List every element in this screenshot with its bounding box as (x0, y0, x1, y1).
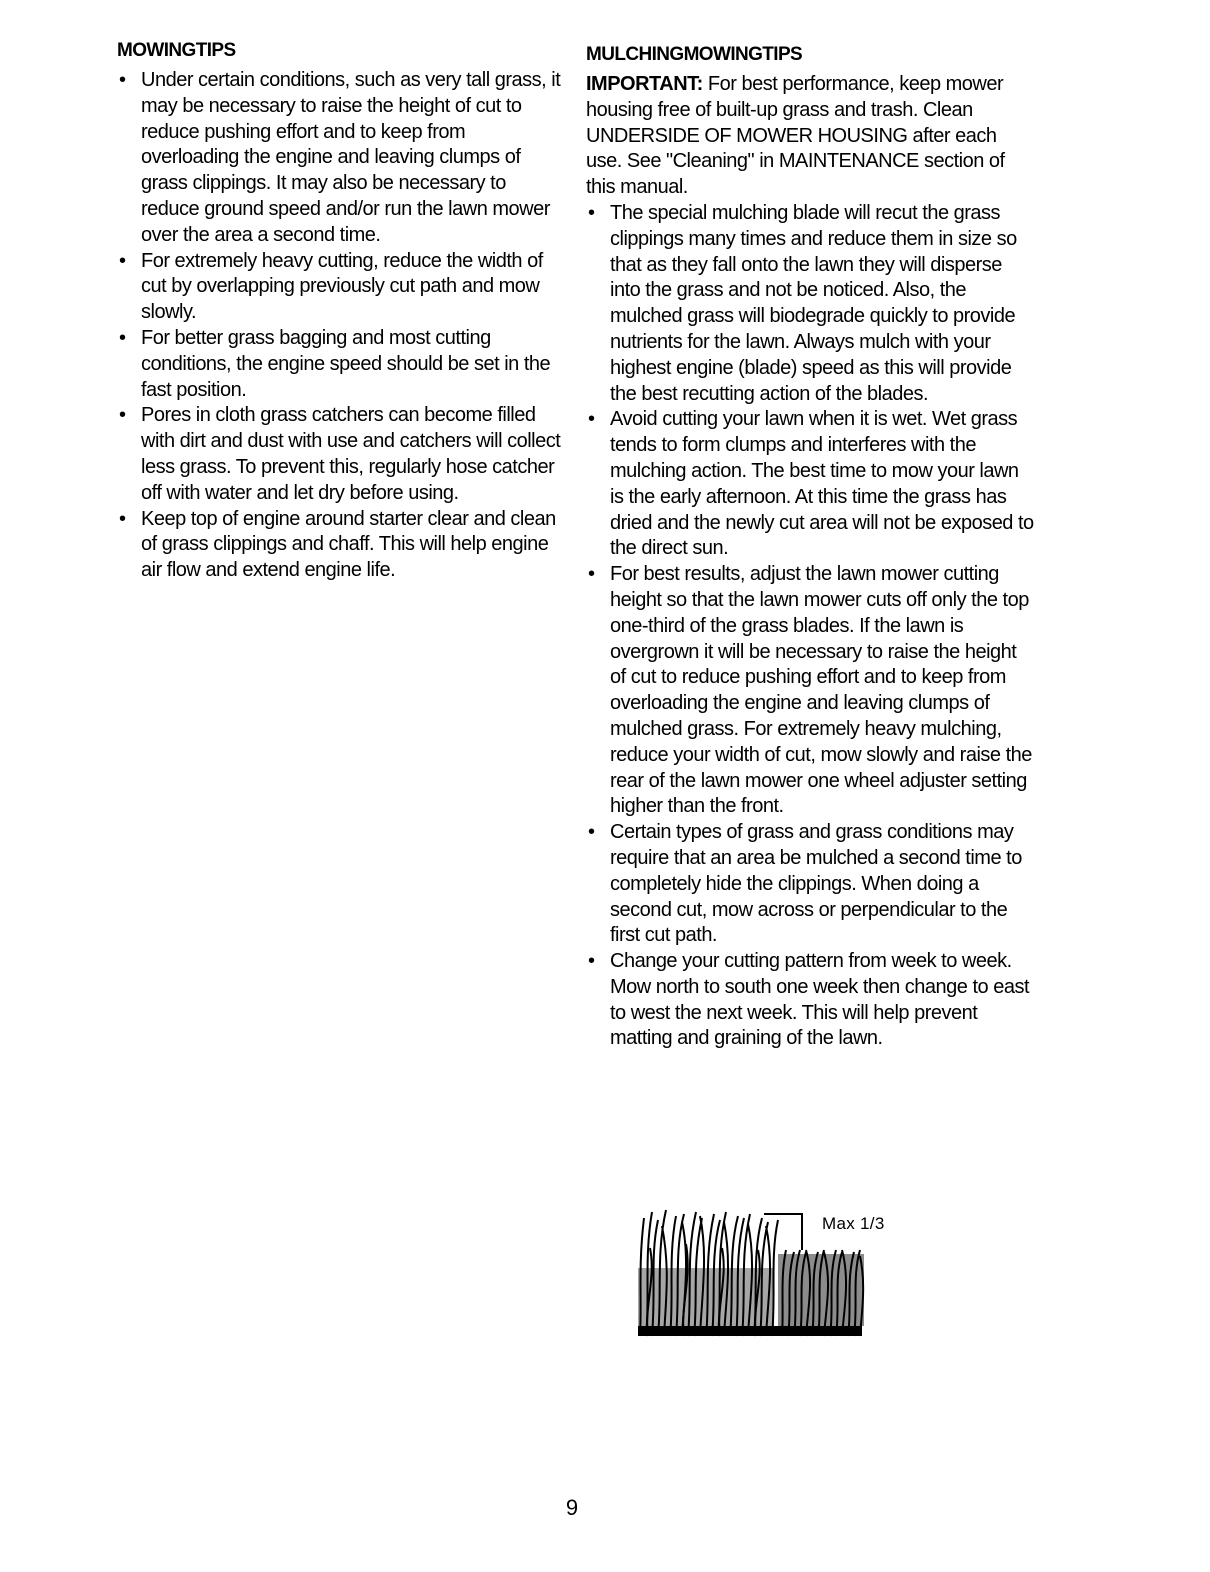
important-label: IMPORTANT: (586, 73, 703, 95)
bullet-icon: • (119, 249, 126, 272)
max-cut-label: Max 1/3 (822, 1214, 885, 1233)
list-item: • Certain types of grass and grass conditions may require that an area be mulched a second time to completely hide the clippings. When doing a second cut, mow across or perpendicular to the first cut path. (588, 821, 1022, 947)
mowing-tips-heading: MOWINGTIPS (117, 40, 236, 61)
grass-shading (638, 1268, 774, 1326)
list-item: • For extremely heavy cutting, reduce the width of cut by overlapping previously cut path and mow slowly. (119, 249, 543, 324)
list-item: • For better grass bagging and most cutting conditions, the engine speed should be set in the fast position. (119, 326, 551, 401)
ground-strip (638, 1326, 862, 1336)
important-text: For best performance, keep mower housing free of built-up grass and trash. Clean UNDERSIDE OF MOWER HOUSING after each use. See "Cleaning" in MAINTENANCE section of this manual. (586, 73, 1005, 199)
list-item: • For best results, adjust the lawn mower cutting height so that the lawn mower cuts off only the top one-third of the grass blades. If the lawn is overgrown it will be necessary to raise the height of cut to reduce pushing effort and to keep from overloading the engine and leaving clumps of mulched grass. For extremely heavy mulching, reduce your width of cut, mow slowly and raise the rear of the lawn mower one wheel adjuster setting higher than the front. (588, 563, 1032, 818)
page-number: 9 (565, 1495, 579, 1520)
list-item: • Avoid cutting your lawn when it is wet. Wet grass tends to form clumps and interferes with the mulching action. The best time to mow your lawn is the early afternoon. At this time the grass has dried and the newly cut area will not be exposed to the direct sun. (588, 408, 1034, 560)
mulching-tips-heading: MULCHINGMOWINGTIPS (586, 44, 803, 65)
list-item: • Change your cutting pattern from week to week. Mow north to south one week then change to east to west the next week. This will help prevent matting and graining of the lawn. (588, 950, 1030, 1050)
list-item: • Keep top of engine around starter clear and clean of grass clippings and chaff. This will help engine air flow and extend engine life. (119, 507, 556, 582)
bullet-icon: • (119, 507, 126, 530)
bullet-icon: • (588, 821, 595, 844)
mulching-tips-section (586, 44, 1036, 1052)
bullet-icon: • (119, 404, 126, 427)
list-item: • Pores in cloth grass catchers can become filled with dirt and dust with use and catchers will collect less grass. To prevent this, regularly hose catcher off with water and let dry before using. (119, 404, 561, 504)
bullet-icon: • (588, 950, 595, 973)
bullet-icon: • (588, 408, 595, 431)
bullet-icon: • (119, 326, 126, 349)
mowing-tips-section (117, 40, 567, 584)
list-item: • The special mulching blade will recut the grass clippings many times and reduce them in size so that as they fall onto the lawn they will disperse into the grass and not be noticed. Also, the mulched grass will biodegrade quickly to provide nutrients for the lawn. Always mulch with your highest engine (blade) speed as this will provide the best recutting action of the blades. (588, 201, 1017, 405)
short-grass-shading (778, 1254, 864, 1326)
important-note (586, 72, 1036, 201)
bullet-icon: • (119, 69, 126, 91)
mowing-tips-list (117, 68, 567, 584)
list-item: • Under certain conditions, such as very tall grass, it may be necessary to raise the height of cut to reduce pushing effort and to keep from overloading the engine and leaving clumps of grass clippings. It may also be necessary to reduce ground speed and/or run the lawn mower over the area a second time. (119, 69, 561, 246)
bullet-icon: • (588, 563, 595, 586)
bullet-icon: • (588, 201, 595, 224)
mulching-tips-list (586, 201, 1036, 1052)
